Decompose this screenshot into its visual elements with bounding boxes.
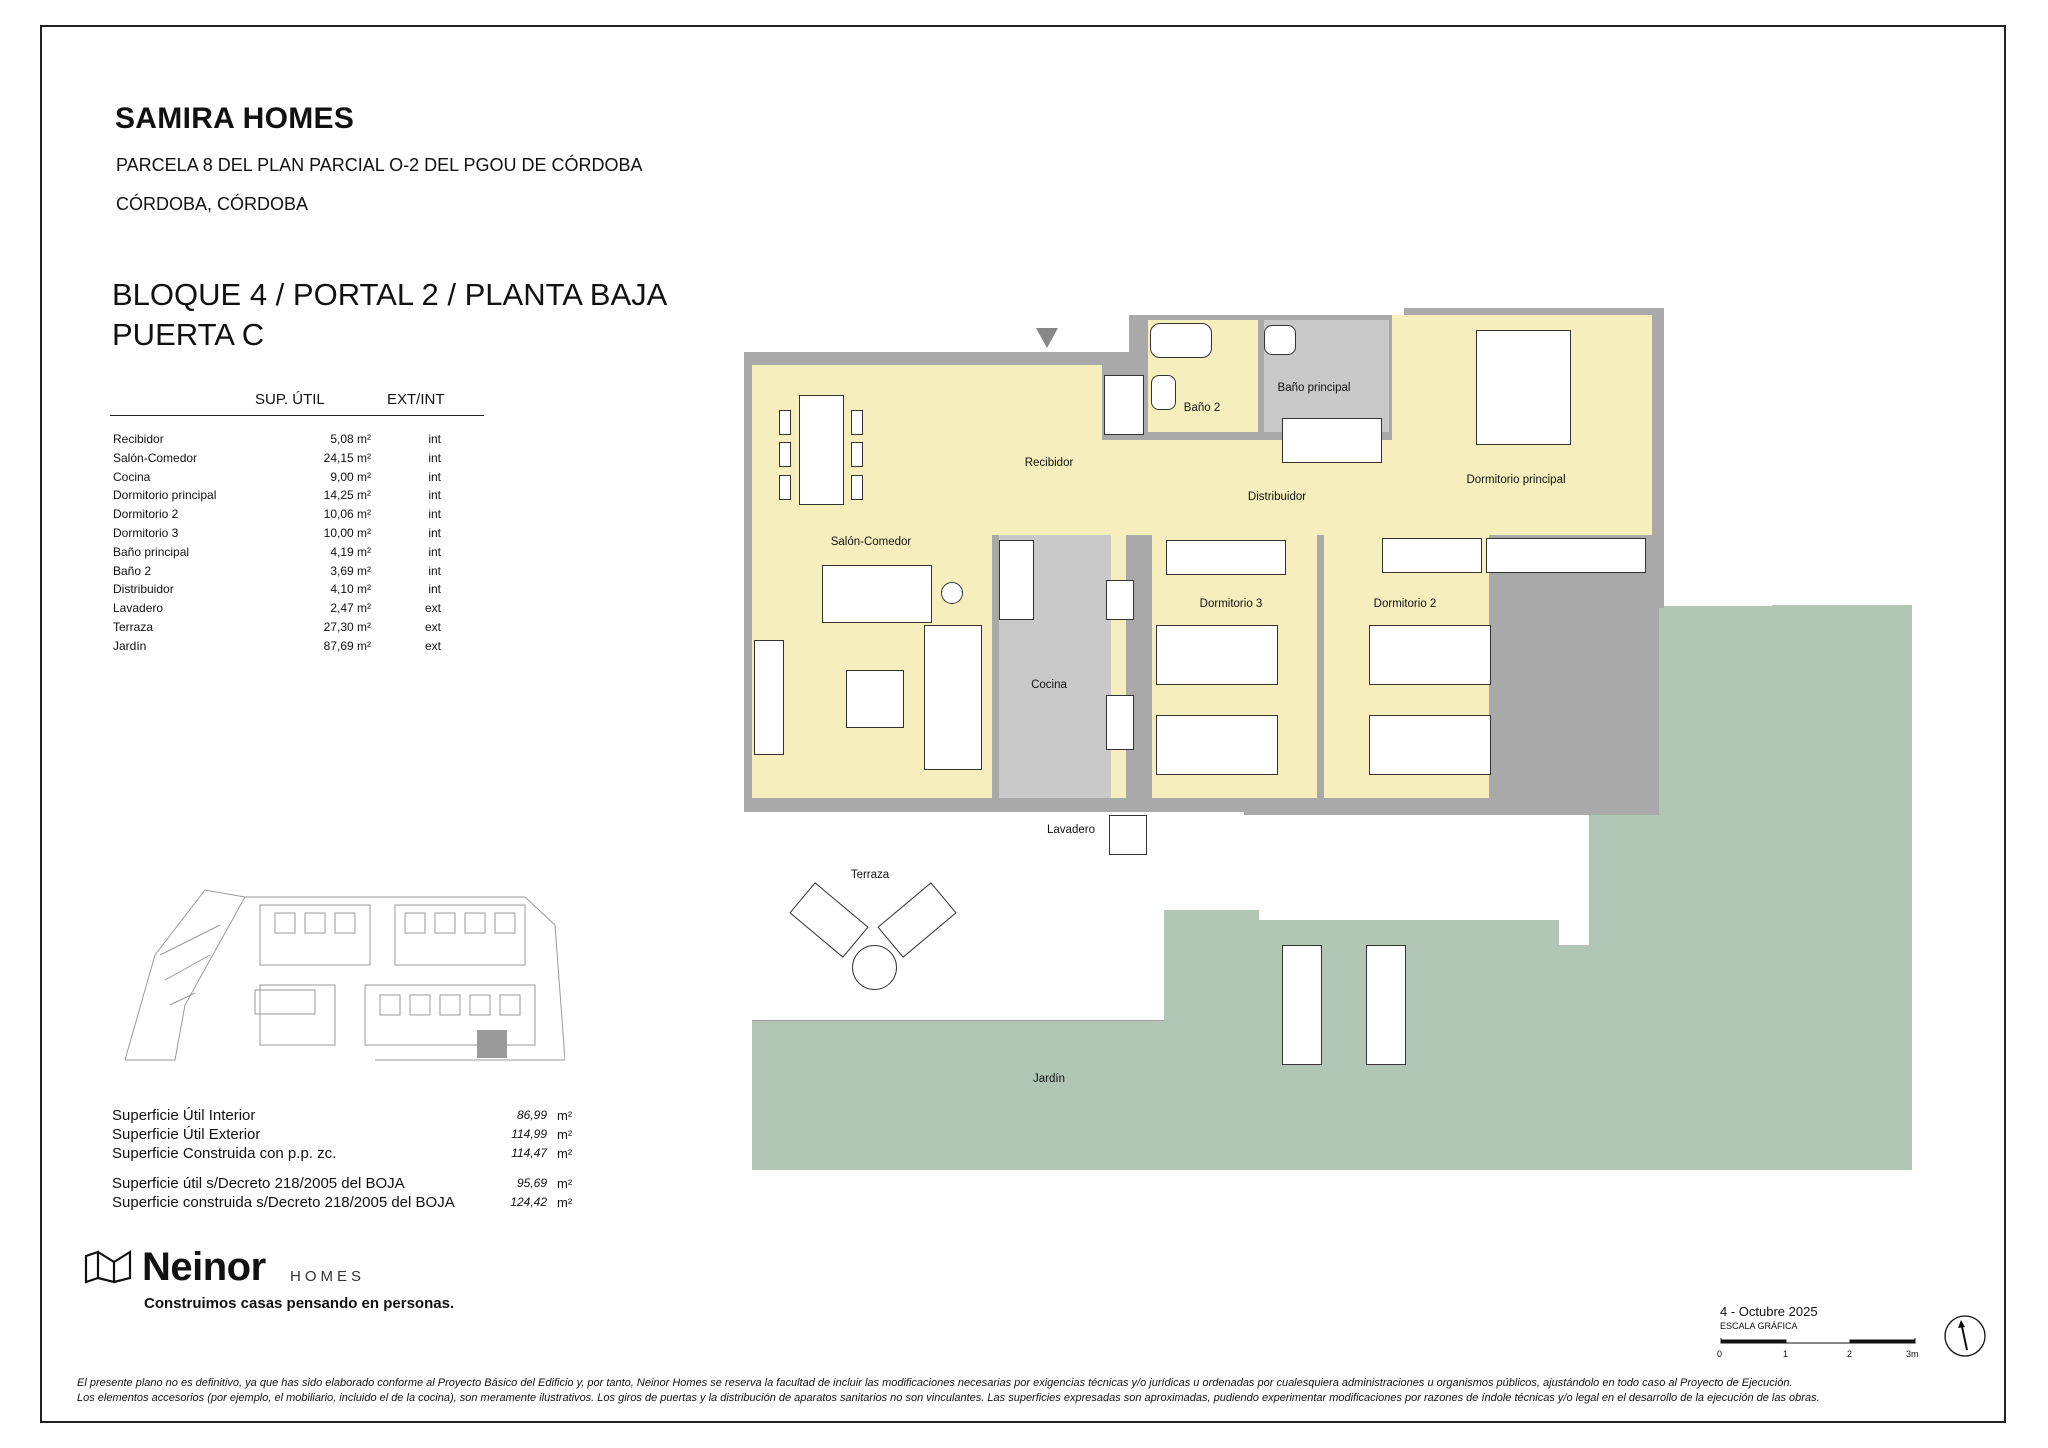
dining-chair [851,475,863,500]
dining-chair [779,475,791,500]
area-row-name: Terraza [113,619,154,634]
surface-value: 95,69 [516,1176,547,1190]
col-header-sup-util: SUP. ÚTIL [255,391,325,408]
unit-title-line2: PUERTA C [112,317,265,352]
area-row-value: 9,00 m² [330,469,371,484]
site-plan-thumbnail [125,885,565,1065]
side-table [941,582,963,604]
room-recibidor-top [992,365,1102,440]
area-row-type: int [428,563,441,578]
areas-table [113,430,441,656]
sofa-long [924,625,982,770]
scale-title: ESCALA GRÁFICA [1720,1321,1798,1331]
entrance-arrow-icon [1036,328,1058,348]
area-row-name: Baño 2 [113,563,152,578]
cocina-counter-strip [1111,535,1126,798]
area-row-name: Baño principal [113,544,190,559]
wardrobe-principal [1486,538,1646,573]
brand-tagline: Construimos casas pensando en personas. [144,1295,455,1312]
area-row-name: Dormitorio 2 [113,507,179,522]
floor-plan [744,300,1920,1176]
area-row-type: int [428,544,441,559]
dining-chair [851,442,863,467]
surface-value: 114,99 [511,1127,547,1141]
area-row [113,599,441,618]
label-bano-principal: Baño principal [1277,382,1351,394]
brand-name: Neinor [142,1245,266,1289]
label-terraza: Terraza [850,869,890,881]
surface-row [112,1106,573,1125]
area-row [113,486,441,505]
area-row-type: ext [424,601,441,616]
kitchen-sink [1106,695,1134,750]
bed-dormitorio-3b [1156,715,1278,775]
city-text: CÓRDOBA, CÓRDOBA [116,194,309,214]
surface-label: Superficie útil s/Decreto 218/2005 del BOJA [112,1175,405,1192]
surfaces-decreto [112,1174,573,1212]
surface-value: 114,47 [511,1146,547,1160]
scale-bar [1720,1336,1916,1348]
washing-machine [1109,815,1147,855]
plan-date: 4 - Octubre 2025 [1720,1304,1818,1319]
area-row-value: 14,25 m² [323,488,371,503]
area-row-value: 27,30 m² [323,619,371,634]
area-row-type: ext [424,619,441,634]
dining-chair [779,442,791,467]
area-row-type: int [428,450,441,465]
surface-value: 124,42 [510,1195,547,1209]
bathtub [1150,323,1212,358]
area-row-value: 4,19 m² [330,544,371,559]
label-bano-2: Baño 2 [1183,402,1221,414]
area-row [113,618,441,637]
area-row-type: int [428,525,441,540]
area-row [113,580,441,599]
area-row-value: 10,06 m² [323,507,371,522]
double-bed [1476,330,1571,445]
shower [1282,418,1382,463]
dining-chair [851,410,863,435]
site-plan-drawing [125,885,565,1065]
label-cocina: Cocina [1031,679,1067,691]
area-row-type: int [428,507,441,522]
area-row [113,543,441,562]
area-row-type: int [428,469,441,484]
kitchen-unit [999,540,1034,620]
surface-label: Superficie Útil Interior [112,1107,256,1124]
area-row-value: 4,10 m² [330,582,371,597]
label-recibidor: Recibidor [1024,457,1074,469]
bed-dormitorio-3a [1156,625,1278,685]
area-row-value: 5,08 m² [330,432,371,446]
wardrobe-dormitorio-3 [1166,540,1286,575]
area-row [113,505,441,524]
surface-unit: m² [557,1127,573,1142]
brand-suffix: HOMES [290,1268,366,1285]
tv-unit [754,640,784,755]
surface-unit: m² [557,1176,573,1191]
cooktop [1106,580,1134,620]
label-dormitorio-2: Dormitorio 2 [1373,598,1437,610]
wardrobe-dormitorio-2 [1382,538,1482,573]
bed-dormitorio-2b [1369,715,1491,775]
disclaimer-line2: Los elementos accesorios (por ejemplo, el mobiliario, incluido el de la cocina), son meramente ilustrativos. Los giros de puertas y la distribución de aparatos sanitarios no son vinculantes. Las superficies expresadas son aproximadas, pudiendo experimentar modificaciones por razones de índole técnicas y/o legal en el desarrollo de la ejecución de las obras. [77,1392,1820,1404]
surfaces-summary [112,1106,573,1163]
toilet-bano-2 [1151,375,1176,410]
coffee-table [846,670,904,728]
area-row [113,468,441,487]
surface-row [112,1174,573,1193]
surface-label: Superficie construida s/Decreto 218/2005 del BOJA [112,1194,455,1211]
label-salon: Salón-Comedor [830,536,912,548]
label-lavadero: Lavadero [1047,824,1095,836]
surface-value: 86,99 [516,1108,547,1122]
area-row-value: 3,69 m² [330,563,371,578]
surface-row [112,1193,573,1212]
surface-unit: m² [557,1195,573,1210]
surface-unit: m² [557,1108,573,1123]
area-row-value: 2,47 m² [330,601,371,616]
label-dormitorio-3: Dormitorio 3 [1199,598,1263,610]
area-row-name: Dormitorio principal [113,488,217,503]
project-title: SAMIRA HOMES [115,102,355,135]
label-dormitorio-principal: Dormitorio principal [1466,474,1566,486]
area-row-name: Salón-Comedor [113,450,198,465]
unit-title-line1: BLOQUE 4 / PORTAL 2 / PLANTA BAJA [112,277,668,312]
surface-label: Superficie Construida con p.p. zc. [112,1145,337,1162]
table-rule [110,415,484,416]
north-arrow-icon [1943,1314,1987,1358]
scale-tick-1: 1 [1783,1349,1789,1359]
garden-sunbed [1282,945,1322,1065]
disclaimer-line1: El presente plano no es definitivo, ya que has sido elaborado conforme al Proyecto Básico del Edificio y, por tanto, Neinor Homes se reserva la facultad de incluir las modificaciones necesarias por exigencias técnicas y/o jurídicas u ordenadas por cualesquiera administraciones u organismos públicos, ajustándolo en todo caso al Proyecto de Ejecución. [77,1377,1793,1389]
surface-row [112,1125,573,1144]
area-row [113,449,441,468]
col-header-ext-int: EXT/INT [387,391,445,408]
surface-row [112,1144,573,1163]
area-row-type: int [428,432,441,446]
area-row-value: 24,15 m² [323,450,371,465]
area-row [113,637,441,656]
label-distribuidor: Distribuidor [1247,491,1307,503]
neinor-logo-icon [84,1250,132,1284]
area-row-name: Dormitorio 3 [113,525,179,540]
area-row-value: 10,00 m² [323,525,371,540]
dining-table [799,395,844,505]
surface-unit: m² [557,1146,573,1161]
terrace-table [852,945,897,990]
area-row-name: Lavadero [113,601,164,616]
label-jardin: Jardín [1033,1073,1065,1085]
area-row-name: Recibidor [113,432,164,446]
sofa [822,565,932,623]
disclaimer [77,1376,1820,1406]
area-row-type: int [428,582,441,597]
scale-tick-2: 2 [1847,1349,1853,1359]
terrace-area-b [1164,805,1259,910]
bed-dormitorio-2a [1369,625,1491,685]
entry-closet [1104,375,1144,435]
area-row [113,562,441,581]
parcel-text: PARCELA 8 DEL PLAN PARCIAL O-2 DEL PGOU DE CÓRDOBA [116,155,643,175]
area-row-type: int [428,488,441,503]
toilet-bano-principal [1264,325,1296,355]
area-row-name: Distribuidor [113,582,174,597]
area-row [113,524,441,543]
area-row-value: 87,69 m² [323,638,371,653]
area-row-name: Cocina [113,469,151,484]
garden-sunbed [1366,945,1406,1065]
area-row [113,430,441,449]
scale-tick-0: 0 [1717,1349,1723,1359]
dining-chair [779,410,791,435]
area-row-name: Jardín [113,638,147,653]
surface-label: Superficie Útil Exterior [112,1126,261,1143]
area-row-type: ext [424,638,441,653]
scale-tick-3m: 3m [1906,1349,1919,1359]
